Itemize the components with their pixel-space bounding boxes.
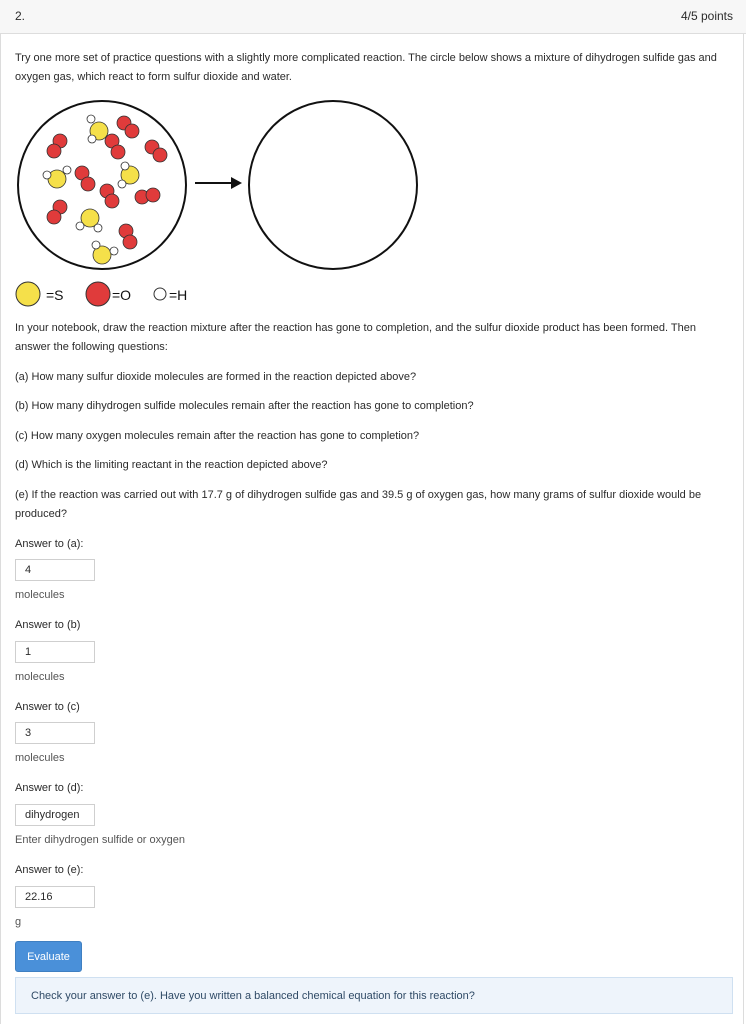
answer-a-label: Answer to (a): (15, 538, 84, 550)
question-a: (a) How many sulfur dioxide molecules are formed in the reaction depicted above? (15, 371, 417, 383)
points-score: 4/5 points (680, 9, 733, 23)
question-header (0, 0, 746, 34)
reaction-diagram (14, 100, 424, 272)
answer-d-input[interactable]: dihydrogen (15, 804, 95, 826)
question-d: (d) Which is the limiting reactant in the reaction depicted above? (15, 459, 328, 471)
answer-b-label: Answer to (b) (15, 619, 81, 631)
oxygen-legend-icon (86, 282, 110, 306)
hydrogen-legend-icon (154, 288, 166, 300)
answer-c-unit: molecules (15, 752, 65, 764)
answer-a-unit: molecules (15, 589, 65, 601)
sulfur-legend-icon (16, 282, 40, 306)
answer-b-unit: molecules (15, 671, 65, 683)
question-b: (b) How many dihydrogen sulfide molecules remain after the reaction has gone to completion? (15, 400, 474, 412)
intro-text: Try one more set of practice questions with a slightly more complicated reaction. The circle below shows a mixture of dihydrogen sulfide gas and oxygen gas, which react to form sulfur dioxide and water. (15, 52, 717, 83)
answer-c-label: Answer to (c) (15, 701, 80, 713)
atom-legend (14, 280, 214, 310)
product-circle (249, 101, 417, 269)
reaction-arrow (195, 177, 242, 189)
answer-e-unit: g (15, 916, 22, 928)
instructions: In your notebook, draw the reaction mixture after the reaction has gone to completion, and the sulfur dioxide product has been formed. Then answer the following questions: (15, 322, 696, 353)
question-e: (e) If the reaction was carried out with 17.7 g of dihydrogen sulfide gas and 39.5 g of oxygen gas, how many grams of sulfur dioxide would be produced? (15, 489, 702, 520)
answer-c-input[interactable]: 3 (15, 722, 95, 744)
evaluate-button[interactable]: Evaluate (15, 941, 82, 972)
answer-e-input[interactable]: 22.16 (15, 886, 95, 908)
oxygen-molecule (135, 188, 160, 204)
question-number: 2. (15, 9, 26, 23)
question-c: (c) How many oxygen molecules remain after the reaction has gone to completion? (15, 430, 420, 442)
answer-d-label: Answer to (d): (15, 782, 84, 794)
hydrogen-legend-label: =H (169, 287, 188, 303)
answer-d-hint: Enter dihydrogen sulfide or oxygen (15, 834, 185, 846)
answer-e-label: Answer to (e): (15, 864, 84, 876)
oxygen-legend-label: =O (112, 287, 132, 303)
answer-a-input[interactable]: 4 (15, 559, 95, 581)
answer-b-input[interactable]: 1 (15, 641, 95, 663)
sulfur-legend-label: =S (46, 287, 64, 303)
feedback-alert: Check your answer to (e). Have you written a balanced chemical equation for this reaction? (15, 977, 733, 1014)
